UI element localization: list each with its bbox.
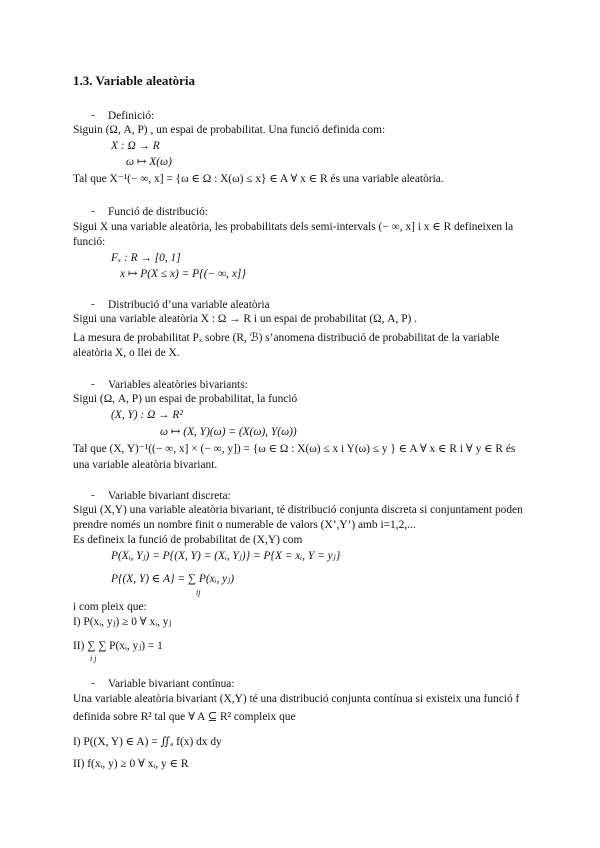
discreta-text-probfunc: Es defineix la funció de probabilitat de (X,Y) com	[73, 534, 303, 546]
distribucio-text-cont: funció:	[73, 236, 106, 248]
discreta-text-cont: prendre només un nombre finit o numerable de valors (X’,Y’) amb i=1,2,...	[73, 519, 416, 531]
continua-text: Una variable aleatòria bivariant (X,Y) té una distribució conjunta contínua si existeix una funció f	[73, 693, 520, 705]
continua-text-cont: definida sobre R² tal que ∀ A ⊆ R² compleix que	[73, 711, 296, 723]
definicio-condition: Tal que X⁻¹(− ∞, x] = {ω ∈ Ω : X(ω) ≤ x} ∈ A ∀ x ∈ R és una variable aleatòria.	[73, 173, 444, 185]
bivariants-condition: Tal que (X, Y)⁻¹((− ∞, x] × (− ∞, y]) = {ω ∈ Ω : X(ω) ≤ x i Y(ω) ≤ y } ∈ A ∀ x ∈ R i ∀ y ∈ R és	[73, 443, 516, 455]
discreta-property-1: I) P(xᵢ, yⱼ) ≥ 0 ∀ xᵢ, yⱼ	[73, 616, 172, 628]
llei-text-cont: La mesura de probabilitat Pₓ sobre (R, ℬ) s’anomena distribució de probabilitat de la variable	[73, 332, 500, 344]
discreta-formula-sum: P{(X, Y) ∈ A} = ∑ P(xᵢ, yⱼ)	[111, 573, 235, 585]
distribucio-text: Sigui X una variable aleatòria, les probabilitats dels semi-intervals (− ∞, x] i x ∈ R defineixen la	[73, 221, 514, 233]
bivariants-heading: Variables aleatòries bivariants:	[108, 379, 248, 391]
discreta-text: Sigui (X,Y) una variable aleatòria bivariant, té distribució conjunta discreta si conjuntament poden	[73, 504, 523, 516]
definicio-formula-assign: ω ↦ X(ω)	[126, 156, 172, 168]
bullet-dash: -	[91, 677, 95, 689]
section-title: 1.3. Variable aleatòria	[73, 73, 196, 88]
continua-heading: Variable bivariant contínua:	[108, 678, 235, 690]
definicio-heading: Definició:	[108, 110, 155, 122]
bullet-dash: -	[91, 205, 95, 217]
distribucio-formula-map: Fₓ : R → [0, 1]	[111, 252, 181, 264]
bullet-dash: -	[91, 109, 95, 121]
discreta-sum-index: ij	[196, 588, 201, 597]
continua-property-2: II) f(xᵢ, y) ≥ 0 ∀ xᵢ, y ∈ R	[73, 758, 189, 770]
llei-text: Sigui una variable aleatòria X : Ω → R i un espai de probabilitat (Ω, A, P) .	[73, 313, 418, 325]
llei-text-end: aleatòria X, o llei de X.	[73, 347, 180, 359]
llei-heading: Distribució d’una variable aleatòria	[108, 299, 270, 311]
definicio-formula-map: X : Ω → R	[111, 140, 160, 152]
bivariants-formula-assign: ω ↦ (X, Y)(ω) = (X(ω), Y(ω))	[160, 426, 297, 438]
definicio-text: Siguin (Ω, A, P) , un espai de probabilitat. Una funció definida com:	[73, 124, 386, 136]
continua-property-1: I) P((X, Y) ∈ A) = ∬ₐ f(x) dx dy	[73, 736, 222, 748]
bullet-dash: -	[91, 298, 95, 310]
discreta-double-sum-index: i j	[90, 654, 97, 663]
bivariants-text: Sigui (Ω, A, P) un espai de probabilitat, la funció	[73, 393, 298, 405]
bivariants-formula-map: (X, Y) : Ω → R²	[111, 409, 183, 421]
bullet-dash: -	[91, 489, 95, 501]
distribucio-formula-assign: x ↦ P(X ≤ x) = P{(− ∞, x]}	[120, 268, 246, 280]
bivariants-condition-end: una variable aleatòria bivariant.	[73, 459, 218, 471]
discreta-property-2: II) ∑ ∑ P(xᵢ, yⱼ) = 1	[73, 640, 163, 652]
discreta-properties-intro: i com pleix que:	[73, 601, 147, 613]
discreta-heading: Variable bivariant discreta:	[108, 490, 231, 502]
discreta-formula-prob: P(Xᵢ, Yⱼ) = P{(X, Y) = (Xᵢ, Yⱼ)} = P{X = xᵢ, Y = yⱼ}	[111, 550, 341, 562]
distribucio-heading: Funció de distribució:	[108, 206, 208, 218]
bullet-dash: -	[91, 378, 95, 390]
